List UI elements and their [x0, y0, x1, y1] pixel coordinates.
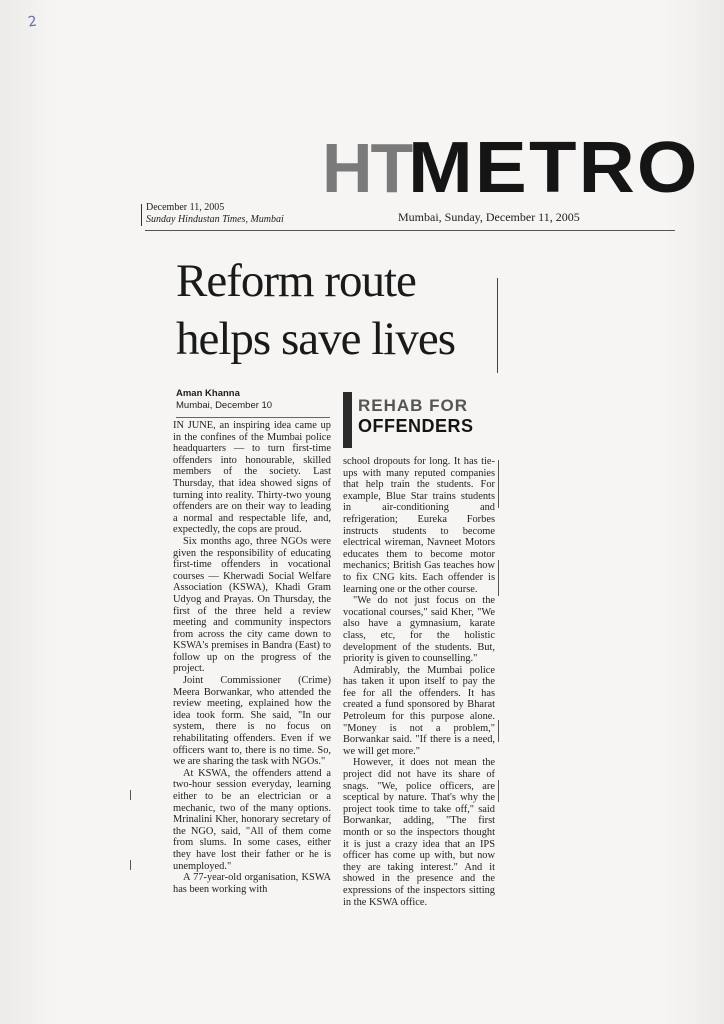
- masthead-metro: METRO: [408, 128, 700, 208]
- headline: Reform route helps save lives: [176, 255, 455, 365]
- margin-mark: [498, 720, 499, 742]
- byline-name: Aman Khanna: [176, 388, 240, 399]
- article-paragraph: At KSWA, the offenders attend a two-hour session everyday, learning either to be an electrician or a mechanic, two of the many options. Mrinalini Kher, honorary secretary of the NGO, said, "All of them come from slums. In some cases, either they have lost their father or he is unemployed.": [173, 767, 331, 872]
- dateline-bar: [141, 204, 142, 226]
- margin-mark: [498, 780, 499, 802]
- section-kicker: [343, 392, 503, 448]
- kicker-line2: OFFENDERS: [358, 416, 474, 436]
- article-paragraph: "We do not just focus on the vocational courses," said Kher, "We also have a gymnasium, karate class, etc, for the holistic development of the students. But, priority is given to counselling.": [343, 595, 495, 665]
- article-paragraph: Joint Commissioner (Crime) Meera Borwankar, who attended the review meeting, explained how the idea took form. She said, "In our system, there is no focus on rehabilitating offenders. Even if we officers want to, there is no time. So, we are sharing the task with NGOs.": [173, 675, 331, 768]
- margin-mark: [498, 460, 499, 508]
- dateline-left: [146, 202, 346, 226]
- dateline-paper: Sunday Hindustan Times, Mumbai: [146, 214, 284, 225]
- pencil-page-number: 2: [26, 13, 38, 31]
- article-paragraph: A 77-year-old organisation, KSWA has been working with: [173, 872, 331, 895]
- column-rule: [497, 278, 498, 373]
- masthead-rule: [145, 230, 675, 231]
- article-paragraph: Six months ago, three NGOs were given the responsibility of educating first-time offenders in vocational courses — Kherwadi Social Welfare Association (KSWA), Khadi Gram Udyog and Prayas. On Thursday, the first of the three held a review meeting and community inspectors from across the city came down to KSWA's premises in Bandra (East) to follow up on the progress of the project.: [173, 535, 331, 675]
- masthead-ht: HT: [322, 129, 412, 207]
- article-column-left: [173, 420, 331, 895]
- masthead: [322, 128, 700, 208]
- dateline-right: Mumbai, Sunday, December 11, 2005: [398, 210, 580, 224]
- margin-mark: [498, 560, 499, 596]
- article-paragraph: Admirably, the Mumbai police has taken it upon itself to pay the fee for all the offenders. It has created a fund sponsored by Bharat Petroleum for this purpose alone. "Money is not a problem," Borwankar said. "If there is a need, we will get more.": [343, 664, 495, 757]
- kicker-bar: [343, 392, 352, 448]
- kicker-line1: REHAB FOR: [358, 396, 469, 415]
- byline-rule: [176, 417, 330, 418]
- article-paragraph: school dropouts for long. It has tie-ups with many reputed companies that help train the students. For example, Blue Star trains students in air-conditioning and refrigeration; Eureka Forbes instructs students to become electrical wireman, Navneet Motors educates them to become motor mechanics; British Gas teaches how to fix CNG kits. Each offender is learning one or the other course.: [343, 456, 495, 595]
- byline: [176, 388, 272, 412]
- article-column-right: [343, 456, 495, 908]
- margin-mark: [130, 790, 131, 800]
- byline-place: Mumbai, December 10: [176, 400, 273, 411]
- article-paragraph: However, it does not mean the project did not have its share of snags. "We, police officers, are sceptical by nature. That's why the project took time to take off," said Borwankar, adding, "The first month or so the inspectors thought it is just a crazy idea that an IPS officer has come up with, but now they are taking interest." And it showed in the presence and the expressions of the inspectors sitting in the KSWA office.: [343, 757, 495, 908]
- dateline-date: December 11, 2005: [146, 202, 225, 213]
- margin-mark: [130, 860, 131, 870]
- article-paragraph: IN JUNE, an inspiring idea came up in the confines of the Mumbai police headquarters — to turn first-time offenders into honourable, skilled members of the society. Last Thursday, that idea showed signs of turning into reality. Thirty-two young offenders are on their way to leading a normal and respectable life, and, expectedly, the cops are proud.: [173, 420, 331, 536]
